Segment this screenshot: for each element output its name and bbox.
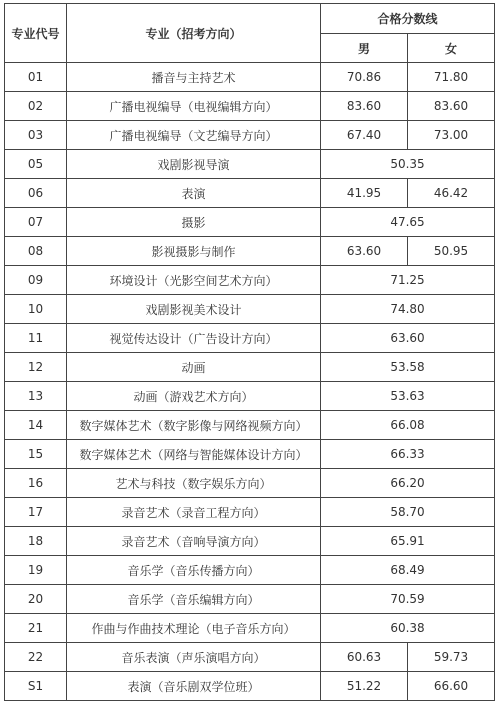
table-row (5, 237, 495, 266)
cell-major: 广播电视编导（文艺编导方向） (67, 121, 321, 150)
cell-score-combined: 70.59 (321, 585, 495, 614)
cell-code: 14 (5, 411, 67, 440)
cell-code: 13 (5, 382, 67, 411)
cell-code: 11 (5, 324, 67, 353)
cell-major: 表演（音乐剧双学位班） (67, 672, 321, 701)
cell-code: 06 (5, 179, 67, 208)
header-female: 女 (408, 34, 495, 63)
cell-code: 15 (5, 440, 67, 469)
header-male: 男 (321, 34, 408, 63)
cell-score-female: 71.80 (408, 63, 495, 92)
cell-major: 作曲与作曲技术理论（电子音乐方向） (67, 614, 321, 643)
cell-major: 环境设计（光影空间艺术方向） (67, 266, 321, 295)
cell-major: 数字媒体艺术（数字影像与网络视频方向） (67, 411, 321, 440)
cell-major: 录音艺术（音响导演方向） (67, 527, 321, 556)
cell-code: 17 (5, 498, 67, 527)
cell-major: 音乐学（音乐编辑方向） (67, 585, 321, 614)
table-row (5, 353, 495, 382)
cell-score-female: 83.60 (408, 92, 495, 121)
cell-score-female: 46.42 (408, 179, 495, 208)
table-body (5, 63, 495, 701)
table-row (5, 92, 495, 121)
cell-score-combined: 60.38 (321, 614, 495, 643)
cell-score-combined: 66.20 (321, 469, 495, 498)
header-code: 专业代号 (5, 4, 67, 63)
cell-score-combined: 68.49 (321, 556, 495, 585)
table-row (5, 324, 495, 353)
cell-score-combined: 53.58 (321, 353, 495, 382)
cell-code: 21 (5, 614, 67, 643)
table-row (5, 556, 495, 585)
cell-score-female: 66.60 (408, 672, 495, 701)
cell-major: 动画 (67, 353, 321, 382)
cell-score-combined: 50.35 (321, 150, 495, 179)
cell-major: 摄影 (67, 208, 321, 237)
cell-score-combined: 65.91 (321, 527, 495, 556)
cell-major: 数字媒体艺术（网络与智能媒体设计方向） (67, 440, 321, 469)
cell-score-combined: 66.08 (321, 411, 495, 440)
cell-major: 音乐学（音乐传播方向） (67, 556, 321, 585)
cell-major: 动画（游戏艺术方向） (67, 382, 321, 411)
cell-score-female: 59.73 (408, 643, 495, 672)
cell-major: 艺术与科技（数字娱乐方向） (67, 469, 321, 498)
table-row (5, 411, 495, 440)
cell-score-male: 51.22 (321, 672, 408, 701)
cell-code: 20 (5, 585, 67, 614)
header-major: 专业（招考方向） (67, 4, 321, 63)
table-row (5, 440, 495, 469)
table-row (5, 643, 495, 672)
cell-major: 音乐表演（声乐演唱方向） (67, 643, 321, 672)
cell-code: 02 (5, 92, 67, 121)
cell-score-male: 67.40 (321, 121, 408, 150)
cell-major: 戏剧影视美术设计 (67, 295, 321, 324)
cell-code: 05 (5, 150, 67, 179)
cell-code: 19 (5, 556, 67, 585)
cell-code: S1 (5, 672, 67, 701)
cell-score-male: 41.95 (321, 179, 408, 208)
cell-score-male: 70.86 (321, 63, 408, 92)
table-row (5, 614, 495, 643)
table-row (5, 208, 495, 237)
cell-code: 03 (5, 121, 67, 150)
cell-score-combined: 58.70 (321, 498, 495, 527)
cell-major: 表演 (67, 179, 321, 208)
cell-major: 视觉传达设计（广告设计方向） (67, 324, 321, 353)
cell-score-female: 50.95 (408, 237, 495, 266)
score-table (4, 3, 495, 701)
table-row (5, 469, 495, 498)
cell-score-male: 63.60 (321, 237, 408, 266)
table-row (5, 266, 495, 295)
table-row (5, 672, 495, 701)
cell-code: 09 (5, 266, 67, 295)
table-row (5, 382, 495, 411)
cell-score-combined: 71.25 (321, 266, 495, 295)
cell-score-combined: 74.80 (321, 295, 495, 324)
table-row (5, 527, 495, 556)
cell-score-combined: 63.60 (321, 324, 495, 353)
cell-code: 07 (5, 208, 67, 237)
cell-code: 16 (5, 469, 67, 498)
cell-major: 影视摄影与制作 (67, 237, 321, 266)
cell-code: 12 (5, 353, 67, 382)
table-row (5, 498, 495, 527)
cell-major: 录音艺术（录音工程方向） (67, 498, 321, 527)
cell-code: 01 (5, 63, 67, 92)
table-row (5, 585, 495, 614)
cell-code: 08 (5, 237, 67, 266)
table-row (5, 179, 495, 208)
table-row (5, 150, 495, 179)
table-row (5, 121, 495, 150)
cell-score-female: 73.00 (408, 121, 495, 150)
cell-score-combined: 66.33 (321, 440, 495, 469)
table-row (5, 63, 495, 92)
cell-major: 广播电视编导（电视编辑方向） (67, 92, 321, 121)
cell-code: 22 (5, 643, 67, 672)
cell-score-male: 83.60 (321, 92, 408, 121)
table-header-row (5, 4, 495, 34)
cell-score-combined: 53.63 (321, 382, 495, 411)
table-row (5, 295, 495, 324)
cell-score-male: 60.63 (321, 643, 408, 672)
cell-major: 戏剧影视导演 (67, 150, 321, 179)
cell-code: 18 (5, 527, 67, 556)
header-score-group: 合格分数线 (321, 4, 495, 34)
cell-score-combined: 47.65 (321, 208, 495, 237)
cell-code: 10 (5, 295, 67, 324)
cell-major: 播音与主持艺术 (67, 63, 321, 92)
